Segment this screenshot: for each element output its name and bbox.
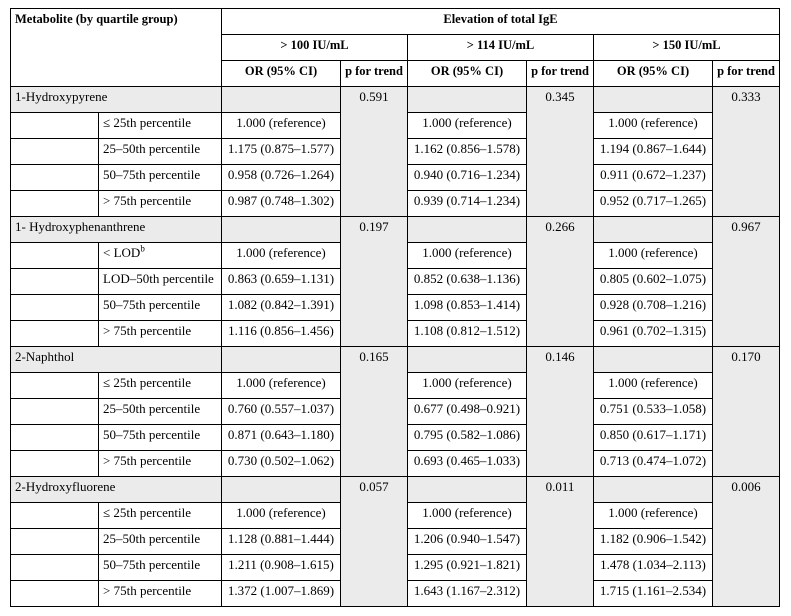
empty-cell bbox=[408, 347, 527, 373]
odds-ratio-value: 0.852 (0.638–1.136) bbox=[408, 269, 527, 295]
odds-ratio-value: 1.175 (0.875–1.577) bbox=[222, 139, 341, 165]
p-for-trend-value: 0.170 bbox=[713, 347, 780, 477]
percentile-label bbox=[99, 243, 222, 269]
empty-cell bbox=[222, 87, 341, 113]
odds-ratio-value: 1.000 (reference) bbox=[594, 503, 713, 529]
odds-ratio-value: 0.850 (0.617–1.171) bbox=[594, 425, 713, 451]
odds-ratio-value: 0.795 (0.582–1.086) bbox=[408, 425, 527, 451]
odds-ratio-value: 1.000 (reference) bbox=[408, 503, 527, 529]
percentile-label-text: ≤ 25th percentile bbox=[103, 375, 191, 390]
percentile-label-text: 50–75th percentile bbox=[103, 427, 201, 442]
odds-ratio-value: 1.082 (0.842–1.391) bbox=[222, 295, 341, 321]
odds-ratio-value: 0.939 (0.714–1.234) bbox=[408, 191, 527, 217]
odds-ratio-value: 0.693 (0.465–1.033) bbox=[408, 451, 527, 477]
odds-ratio-value: 0.677 (0.498–0.921) bbox=[408, 399, 527, 425]
odds-ratio-value: 0.871 (0.643–1.180) bbox=[222, 425, 341, 451]
odds-ratio-value: 1.295 (0.921–1.821) bbox=[408, 555, 527, 581]
empty-cell bbox=[594, 347, 713, 373]
indent-cell bbox=[11, 269, 99, 295]
empty-cell bbox=[594, 477, 713, 503]
indent-cell bbox=[11, 113, 99, 139]
p-for-trend-value: 0.333 bbox=[713, 87, 780, 217]
threshold-header: > 100 IU/mL bbox=[222, 35, 408, 61]
elevation-header: Elevation of total IgE bbox=[222, 9, 780, 35]
footnote-marker: b bbox=[140, 243, 145, 254]
odds-ratio-value: 1.128 (0.881–1.444) bbox=[222, 529, 341, 555]
p-for-trend-value: 0.967 bbox=[713, 217, 780, 347]
or-column-header: OR (95% CI) bbox=[222, 61, 341, 87]
metabolite-column-header: Metabolite (by quartile group) bbox=[11, 9, 222, 87]
indent-cell bbox=[11, 581, 99, 607]
indent-cell bbox=[11, 321, 99, 347]
percentile-label-text: > 75th percentile bbox=[103, 323, 192, 338]
odds-ratio-value: 1.000 (reference) bbox=[222, 503, 341, 529]
percentile-label-text: 25–50th percentile bbox=[103, 141, 201, 156]
p-for-trend-value: 0.165 bbox=[341, 347, 408, 477]
percentile-label-text: 25–50th percentile bbox=[103, 401, 201, 416]
percentile-label-text: < LOD bbox=[103, 245, 141, 260]
empty-cell bbox=[222, 217, 341, 243]
odds-ratio-value: 1.715 (1.161–2.534) bbox=[594, 581, 713, 607]
metabolite-group-row bbox=[11, 87, 780, 113]
odds-ratio-value: 1.372 (1.007–1.869) bbox=[222, 581, 341, 607]
p-for-trend-value: 0.057 bbox=[341, 477, 408, 607]
odds-ratio-value: 1.000 (reference) bbox=[594, 243, 713, 269]
metabolite-name: 2-Hydroxyfluorene bbox=[11, 477, 222, 503]
threshold-header: > 114 IU/mL bbox=[408, 35, 594, 61]
odds-ratio-value: 1.000 (reference) bbox=[594, 113, 713, 139]
odds-ratio-value: 0.751 (0.533–1.058) bbox=[594, 399, 713, 425]
percentile-label-text: ≤ 25th percentile bbox=[103, 505, 191, 520]
percentile-label-text: 25–50th percentile bbox=[103, 531, 201, 546]
percentile-label-text: 50–75th percentile bbox=[103, 297, 201, 312]
percentile-label-text: 50–75th percentile bbox=[103, 557, 201, 572]
odds-ratio-value: 1.000 (reference) bbox=[222, 113, 341, 139]
indent-cell bbox=[11, 503, 99, 529]
odds-ratio-value: 0.760 (0.557–1.037) bbox=[222, 399, 341, 425]
metabolite-name: 1-Hydroxypyrene bbox=[11, 87, 222, 113]
percentile-label-text: ≤ 25th percentile bbox=[103, 115, 191, 130]
odds-ratio-value: 1.108 (0.812–1.512) bbox=[408, 321, 527, 347]
percentile-label bbox=[99, 295, 222, 321]
p-for-trend-value: 0.197 bbox=[341, 217, 408, 347]
indent-cell bbox=[11, 139, 99, 165]
percentile-label bbox=[99, 113, 222, 139]
indent-cell bbox=[11, 165, 99, 191]
percentile-label-text: > 75th percentile bbox=[103, 453, 192, 468]
metabolite-group-row bbox=[11, 477, 780, 503]
percentile-label-text: > 75th percentile bbox=[103, 583, 192, 598]
percentile-label bbox=[99, 373, 222, 399]
odds-ratio-value: 1.098 (0.853–1.414) bbox=[408, 295, 527, 321]
threshold-header: > 150 IU/mL bbox=[594, 35, 780, 61]
odds-ratio-value: 1.000 (reference) bbox=[408, 243, 527, 269]
empty-cell bbox=[222, 477, 341, 503]
odds-ratio-value: 1.194 (0.867–1.644) bbox=[594, 139, 713, 165]
indent-cell bbox=[11, 295, 99, 321]
odds-ratio-value: 0.952 (0.717–1.265) bbox=[594, 191, 713, 217]
empty-cell bbox=[222, 347, 341, 373]
p-for-trend-value: 0.146 bbox=[527, 347, 594, 477]
p-for-trend-value: 0.006 bbox=[713, 477, 780, 607]
odds-ratio-value: 0.911 (0.672–1.237) bbox=[594, 165, 713, 191]
ige-odds-ratio-table bbox=[10, 8, 780, 607]
odds-ratio-value: 0.805 (0.602–1.075) bbox=[594, 269, 713, 295]
odds-ratio-value: 1.000 (reference) bbox=[594, 373, 713, 399]
percentile-label-text: 50–75th percentile bbox=[103, 167, 201, 182]
percentile-label-text: LOD–50th percentile bbox=[103, 271, 214, 286]
metabolite-group-row bbox=[11, 217, 780, 243]
indent-cell bbox=[11, 373, 99, 399]
odds-ratio-value: 1.000 (reference) bbox=[408, 373, 527, 399]
metabolite-group-row bbox=[11, 347, 780, 373]
percentile-label bbox=[99, 191, 222, 217]
percentile-label bbox=[99, 139, 222, 165]
odds-ratio-value: 0.940 (0.716–1.234) bbox=[408, 165, 527, 191]
indent-cell bbox=[11, 191, 99, 217]
p-for-trend-value: 0.266 bbox=[527, 217, 594, 347]
indent-cell bbox=[11, 529, 99, 555]
odds-ratio-value: 1.206 (0.940–1.547) bbox=[408, 529, 527, 555]
empty-cell bbox=[408, 87, 527, 113]
odds-ratio-value: 1.116 (0.856–1.456) bbox=[222, 321, 341, 347]
odds-ratio-value: 1.643 (1.167–2.312) bbox=[408, 581, 527, 607]
percentile-label bbox=[99, 165, 222, 191]
odds-ratio-value: 0.961 (0.702–1.315) bbox=[594, 321, 713, 347]
odds-ratio-value: 1.000 (reference) bbox=[408, 113, 527, 139]
odds-ratio-value: 0.987 (0.748–1.302) bbox=[222, 191, 341, 217]
odds-ratio-value: 1.211 (0.908–1.615) bbox=[222, 555, 341, 581]
p-trend-column-header: p for trend bbox=[341, 61, 408, 87]
table-body bbox=[11, 87, 780, 607]
odds-ratio-value: 0.958 (0.726–1.264) bbox=[222, 165, 341, 191]
empty-cell bbox=[408, 477, 527, 503]
percentile-label bbox=[99, 503, 222, 529]
odds-ratio-value: 1.478 (1.034–2.113) bbox=[594, 555, 713, 581]
percentile-label-text: > 75th percentile bbox=[103, 193, 192, 208]
odds-ratio-value: 0.713 (0.474–1.072) bbox=[594, 451, 713, 477]
percentile-label bbox=[99, 425, 222, 451]
indent-cell bbox=[11, 555, 99, 581]
percentile-label bbox=[99, 321, 222, 347]
metabolite-name: 2-Naphthol bbox=[11, 347, 222, 373]
percentile-label bbox=[99, 451, 222, 477]
or-column-header: OR (95% CI) bbox=[408, 61, 527, 87]
or-column-header: OR (95% CI) bbox=[594, 61, 713, 87]
p-trend-column-header: p for trend bbox=[713, 61, 780, 87]
metabolite-name: 1- Hydroxyphenanthrene bbox=[11, 217, 222, 243]
odds-ratio-value: 1.182 (0.906–1.542) bbox=[594, 529, 713, 555]
table-header bbox=[11, 9, 780, 87]
percentile-label bbox=[99, 529, 222, 555]
percentile-label bbox=[99, 581, 222, 607]
odds-ratio-value: 0.863 (0.659–1.131) bbox=[222, 269, 341, 295]
indent-cell bbox=[11, 243, 99, 269]
odds-ratio-value: 1.000 (reference) bbox=[222, 373, 341, 399]
p-for-trend-value: 0.591 bbox=[341, 87, 408, 217]
p-trend-column-header: p for trend bbox=[527, 61, 594, 87]
percentile-label bbox=[99, 399, 222, 425]
odds-ratio-value: 1.000 (reference) bbox=[222, 243, 341, 269]
empty-cell bbox=[594, 87, 713, 113]
p-for-trend-value: 0.345 bbox=[527, 87, 594, 217]
percentile-label bbox=[99, 269, 222, 295]
odds-ratio-value: 0.730 (0.502–1.062) bbox=[222, 451, 341, 477]
indent-cell bbox=[11, 399, 99, 425]
empty-cell bbox=[408, 217, 527, 243]
percentile-label bbox=[99, 555, 222, 581]
indent-cell bbox=[11, 451, 99, 477]
p-for-trend-value: 0.011 bbox=[527, 477, 594, 607]
empty-cell bbox=[594, 217, 713, 243]
odds-ratio-value: 0.928 (0.708–1.216) bbox=[594, 295, 713, 321]
odds-ratio-value: 1.162 (0.856–1.578) bbox=[408, 139, 527, 165]
indent-cell bbox=[11, 425, 99, 451]
